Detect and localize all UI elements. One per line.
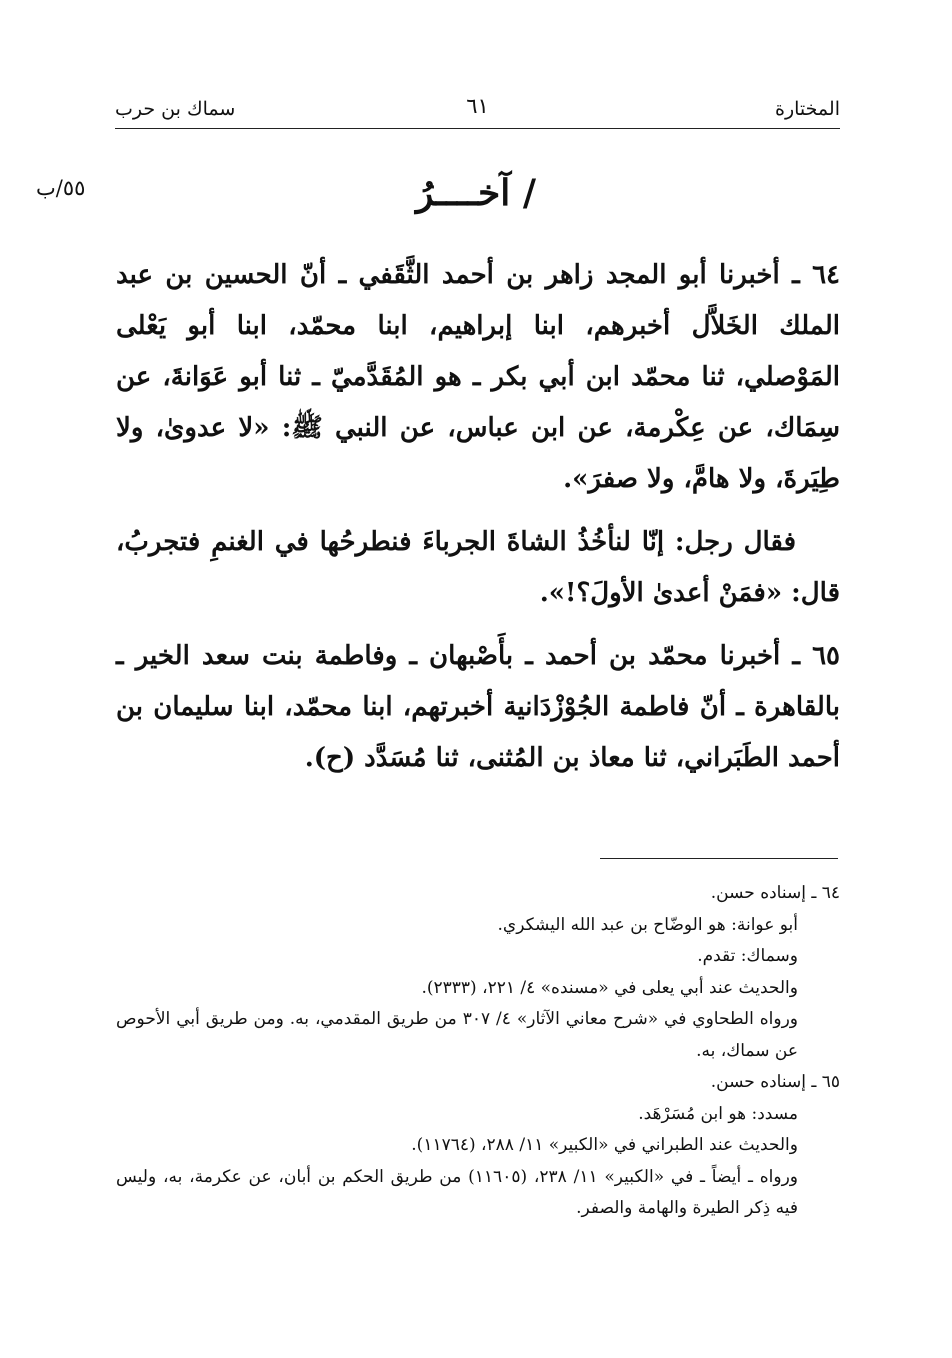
footnote-65-line: والحديث عند الطبراني في «الكبير» ١١/ ٢٨٨، (١١٧٦٤). — [411, 1135, 798, 1155]
book-title: المختارة — [775, 98, 840, 120]
footnotes — [116, 878, 840, 1225]
hadith-65-paragraph: ٦٥ ـ أخبرنا محمّد بن أحمد ـ بأَصْبهان ـ وفاطمة بنت سعد الخير ـ بالقاهرة ـ أنّ فاطمة الجُوْزْدَانية أخبرتهم، ابنا محمّد، ابنا سليمان بن أحمد الطَبَراني، ثنا معاذ بن المُثنى، ثنا مُسَدَّد (ح). — [116, 641, 840, 773]
footnote-64-line: والحديث عند أبي يعلى في «مسنده» ٤/ ٢٢١، (٢٣٣٣). — [421, 977, 798, 998]
chapter-title: سماك بن حرب — [115, 98, 236, 120]
section-heading: / آخــــرُ — [416, 172, 536, 214]
footnote-64-line: وسماك: تقدم. — [697, 946, 798, 966]
footnote-65-heading: ٦٥ ـ إسناده حسن. — [710, 1072, 840, 1092]
footnote-64-heading: ٦٤ ـ إسناده حسن. — [710, 883, 840, 903]
manuscript-folio-marker: ٥٥/ب — [36, 176, 86, 200]
footnote-64-line: ورواه الطحاوي في «شرح معاني الآثار» ٤/ ٣٠٧ من طريق المقدمي، به. ومن طريق أبي الأحوص عن سماك، به. — [116, 1009, 799, 1061]
hadith-64-continuation: فقال رجل: إنّا لنأخُذُ الشاةَ الجرباءَ فنطرحُها في الغنمِ فتجربُ، قال: «فمَنْ أعدىٰ الأولَ؟!». — [116, 527, 840, 608]
running-header — [115, 92, 840, 129]
footnote-64-line: أبو عوانة: هو الوضّاح بن عبد الله اليشكري. — [497, 914, 798, 935]
footnote-65-line: ورواه ـ أيضاً ـ في «الكبير» ١١/ ٢٣٨، (١١٦٠٥) من طريق الحكم بن أبان، عن عكرمة، به، وليس فيه ذِكر الطيرة والهامة والصفر. — [116, 1166, 799, 1218]
footnote-separator — [600, 858, 838, 859]
main-text — [116, 250, 840, 784]
footnote-65-line: مسدد: هو ابن مُسَرْهَد. — [638, 1103, 798, 1124]
hadith-64-paragraph: ٦٤ ـ أخبرنا أبو المجد زاهر بن أحمد الثَّقَفي ـ أنّ الحسين بن عبد الملك الخَلاَّل أخبرهم، ابنا إبراهيم، ابنا محمّد، ابنا أبو يَعْلى المَوْصلي، ثنا محمّد ابن أبي بكر ـ هو المُقَدَّميّ ـ ثنا أبو عَوَانةَ، عن سِمَاك، عن عِكْرمة، عن ابن عباس، عن النبي ﷺ: «لا عدوىٰ، ولا طِيَرةَ، ولا هامَّ، ولا صفرَ». — [116, 260, 840, 494]
page-number: ٦١ — [466, 94, 489, 118]
